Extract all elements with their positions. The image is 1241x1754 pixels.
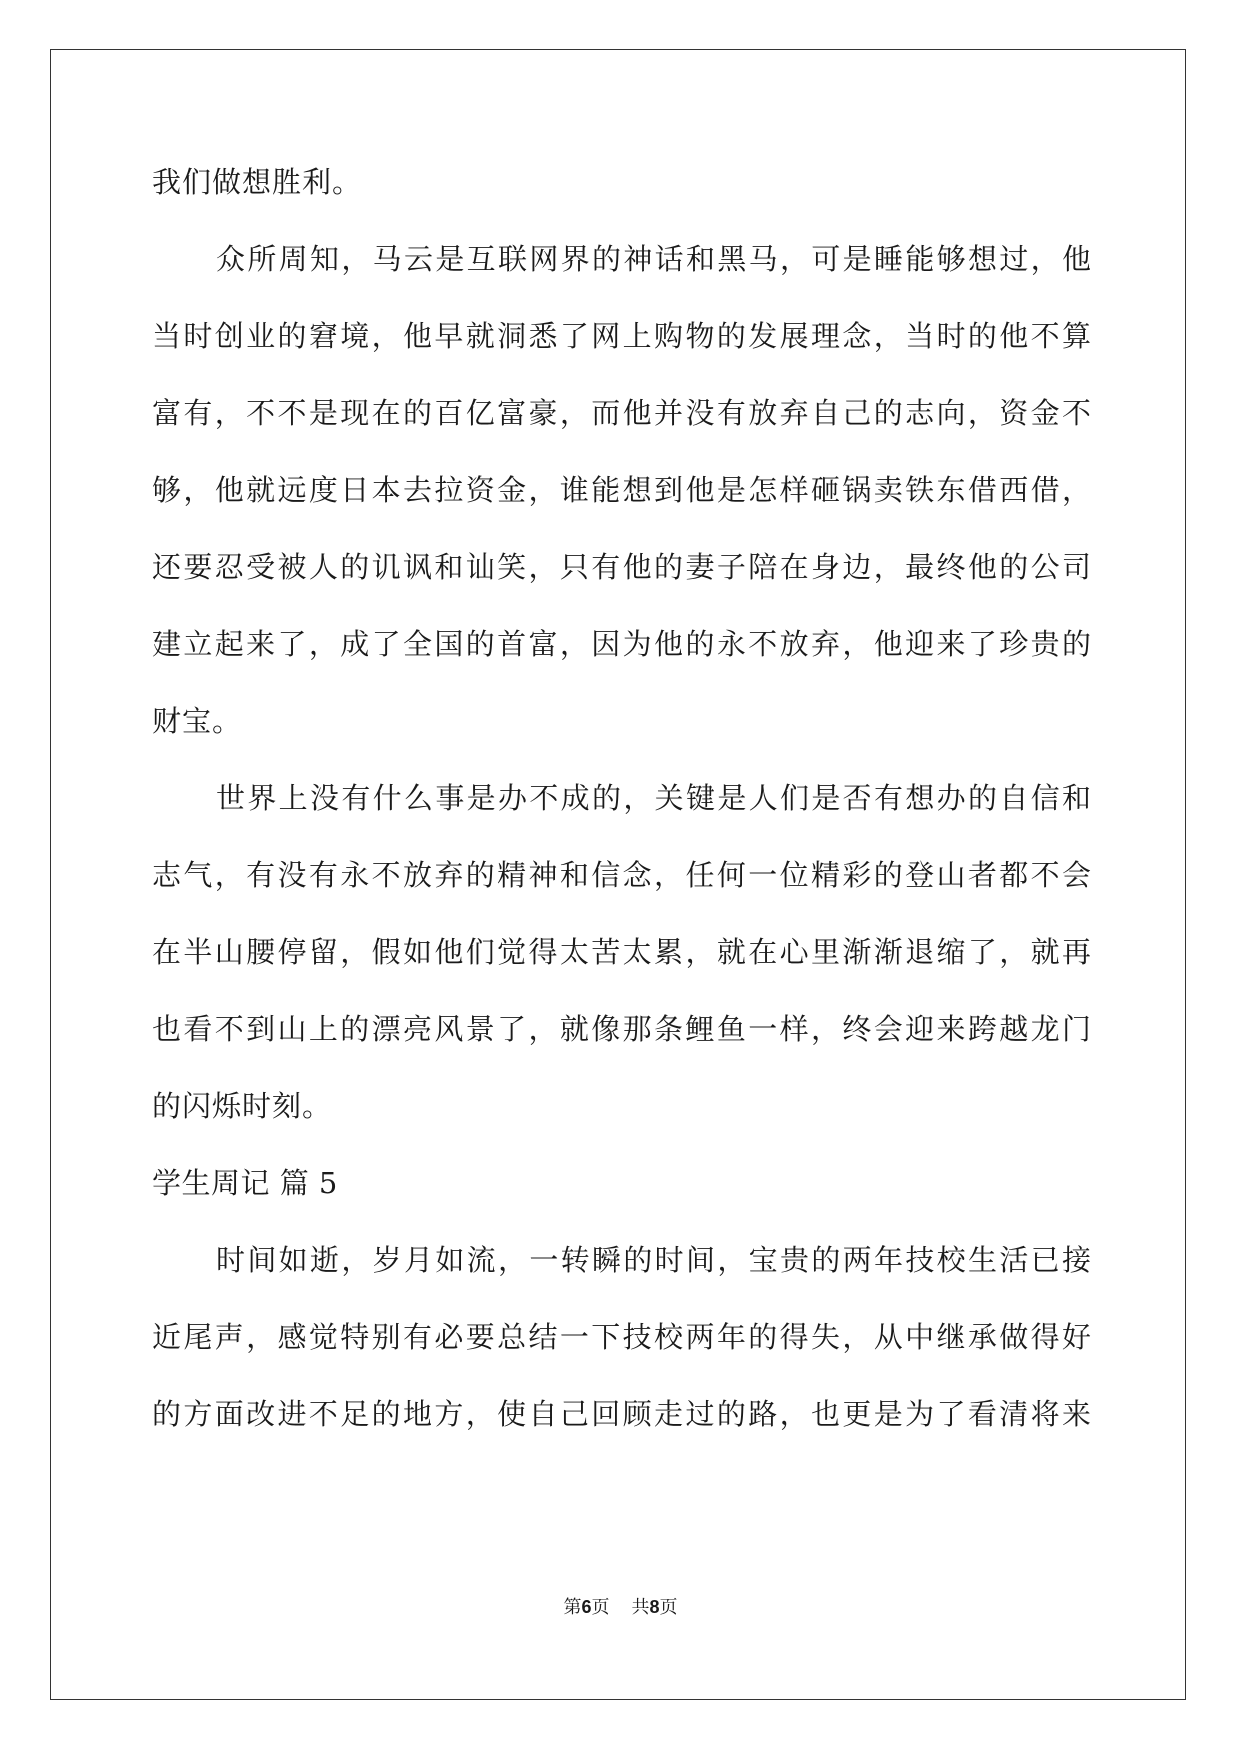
paragraph-line: 够，他就远度日本去拉资金，谁能想到他是怎样砸锅卖铁东借西借， <box>152 473 1092 507</box>
paragraph-line: 近尾声，感觉特别有必要总结一下技校两年的得失，从中继承做得好 <box>152 1320 1092 1354</box>
page-number-suffix: 页 <box>591 1597 610 1618</box>
page-number: 6 <box>581 1597 592 1617</box>
paragraph-line: 我们做想胜利。 <box>152 165 363 199</box>
paragraph-line: 时间如逝，岁月如流，一转瞬的时间，宝贵的两年技校生活已接 <box>216 1243 1092 1277</box>
paragraph-line: 也看不到山上的漂亮风景了，就像那条鲤鱼一样，终会迎来跨越龙门 <box>152 1012 1092 1046</box>
paragraph-line: 财宝。 <box>152 704 243 738</box>
total-pages-prefix: 共 <box>631 1597 650 1618</box>
section-heading: 学生周记 篇 5 <box>152 1166 338 1200</box>
total-pages: 8 <box>649 1597 660 1617</box>
paragraph-line: 当时创业的窘境，他早就洞悉了网上购物的发展理念，当时的他不算 <box>152 319 1092 353</box>
page-footer <box>0 1593 1241 1619</box>
paragraph-line: 在半山腰停留，假如他们觉得太苦太累，就在心里渐渐退缩了，就再 <box>152 935 1092 969</box>
document-body <box>152 153 1092 1462</box>
paragraph-line: 众所周知，马云是互联网界的神话和黑马，可是睡能够想过，他 <box>216 242 1092 276</box>
paragraph-line: 的闪烁时刻。 <box>152 1089 333 1123</box>
total-pages-suffix: 页 <box>659 1597 678 1618</box>
paragraph-line: 还要忍受被人的讥讽和讪笑，只有他的妻子陪在身边，最终他的公司 <box>152 550 1092 584</box>
paragraph-line: 建立起来了，成了全国的首富，因为他的永不放弃，他迎来了珍贵的 <box>152 627 1092 661</box>
paragraph-line: 世界上没有什么事是办不成的，关键是人们是否有想办的自信和 <box>216 781 1092 815</box>
paragraph-line: 志气，有没有永不放弃的精神和信念，任何一位精彩的登山者都不会 <box>152 858 1092 892</box>
page-number-prefix: 第 <box>563 1597 582 1618</box>
paragraph-line: 富有，不不是现在的百亿富豪，而他并没有放弃自己的志向，资金不 <box>152 396 1092 430</box>
paragraph-line: 的方面改进不足的地方，使自己回顾走过的路，也更是为了看清将来 <box>152 1397 1092 1431</box>
